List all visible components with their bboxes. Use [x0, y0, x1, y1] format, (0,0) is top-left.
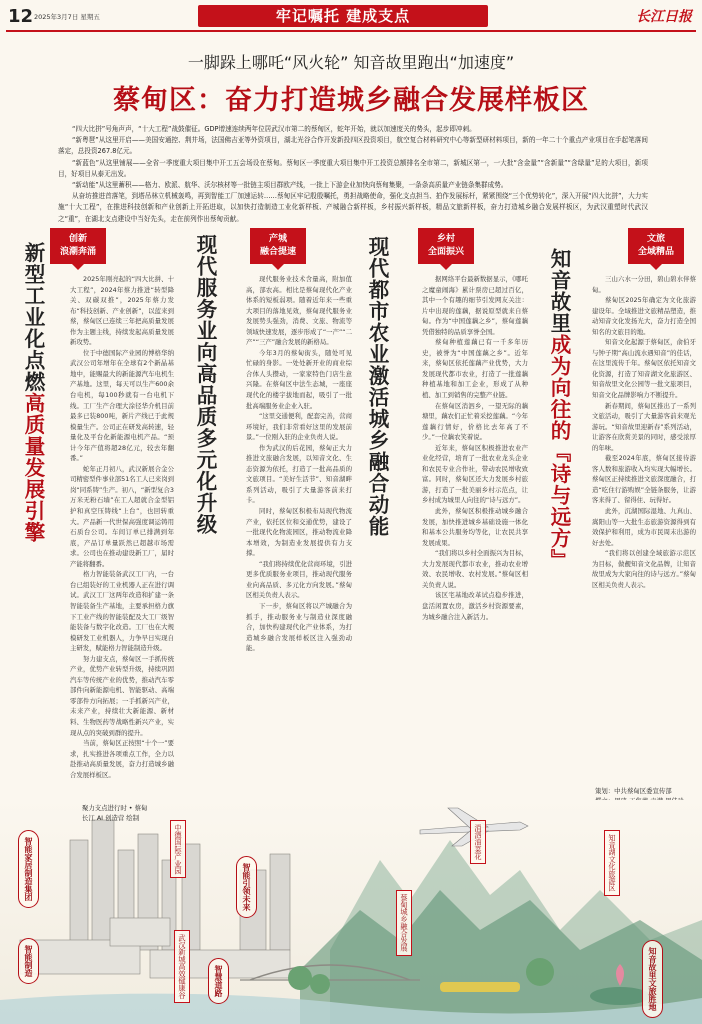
body-paragraph: 该区宅基地改革试点稳步推进，盘活闲置农房，激活乡村资源要素，为城乡融合注入新活力。 [422, 591, 528, 621]
credit-line: 策划：中共蔡甸区委宣传部 [595, 787, 672, 795]
column-title [18, 242, 48, 543]
main-headline: 蔡甸区：奋力打造城乡融合发展样板区 [113, 85, 589, 116]
body-paragraph: “这里交通便利，配套完善，营商环境好，我们非常看好这里的发展前景。”一位刚入驻的企业负责人说。 [246, 412, 352, 442]
page-number: 12 [8, 6, 34, 27]
tag-line: 融合提速 [259, 247, 296, 257]
caption-line: 长江 AI 创造营 绘制 [82, 813, 140, 822]
body-paragraph: 现代服务业技术含量高，附加值高，部农高。相比是蔡甸现代化产业体系的短板弱项。随着近年来一些重大项目的落地见效，蔡甸现代服务业发展势头强劲，消费、文旅、物流等领域快速发展，逐步形成了“一产”“二产”“三产”融合发展的新格局。 [246, 275, 352, 347]
header-rule [6, 30, 696, 32]
body-paragraph: 新春期间，蔡甸区推出了一系列文旅活动，吸引了大量游客前来观光游玩。“知音故里迎新春”系列活动，让游客在欣赏美景的同时，感受浓厚的年味。 [592, 401, 696, 452]
body-paragraph: 2025年刚亮起的“四大比拼、十大工程”，2024年蔡力推进“转型降关、双碳双推”，2025年蔡力发布“科技创新、产业创新”，以蓝来到蔡，蔡甸区已连续三年把高质量发展作为主题主线，持续发起高质量发展新攻势。 [70, 275, 174, 347]
body-paragraph: 努力建支点，蔡甸区一手抓传统产业，优势产业转型升级，持续巩固汽车等传统产业的优势，推动汽车零部件向新能源电机、智能驱动、高端零部件方向拓展；一手抓新兴产业，未来产业，持续壮大新能源、新材料、生物医药等战略性新兴产业，实现从点的突破到群的提升。 [70, 654, 174, 737]
body-paragraph: 在蔡甸区消泗乡，一望无际的藕塘里，藕农们正忙着采挖莲藕。“今年莲藕行情好，价格比去年高了不少。”一位藕农笑着说。 [422, 401, 528, 442]
body-paragraph: “我们将以乡村全面振兴为目标，大力发展现代都市农业，推动农业增效、农民增收、农村发展。”蔡甸区相关负责人说。 [422, 549, 528, 589]
column-title-part: 现代都市农业 [365, 236, 389, 365]
column-body [592, 274, 696, 774]
column-rural [362, 228, 528, 798]
illustration-caption [82, 804, 147, 823]
body-paragraph: 蔡甸区2025年确定为文化旅游建设年。全域推进文旅精品塑造，推动知音文化发扬光大，奋力打造全国知名的文旅目的地。 [592, 296, 696, 336]
column-title [544, 248, 574, 571]
section-tag [628, 228, 684, 264]
body-paragraph: 今年3月的蔡甸街头，随处可见忙碌的身影。一处处新开业的商业综合体人头攒动，一家家特色门店生意兴隆。在蔡甸区中法生态城，一座座现代化的楼宇拔地而起，吸引了一批批高端服务业企业入驻。 [246, 348, 352, 410]
illustration-panorama [0, 800, 702, 1024]
body-paragraph: 知音文化起源于蔡甸区，俞伯牙与钟子期“高山流水遇知音”的佳话，在这里流传千年。蔡甸区依托知音文化资源，打造了知音湖文化旅游区、知音故里文化公园等一批文旅项目，知音文化品牌影响力不断提升。 [592, 338, 696, 400]
lead-paragraphs [58, 124, 648, 225]
tag-line: 全面振兴 [427, 247, 464, 257]
seal-badge: 智能引领未来 [236, 856, 257, 918]
lead-paragraph: “新粤琶”从这里开启——美国安通控、荆井场，法国佛吉亚等外资项目，湖北光谷合作开发新投四区投资项目，航空复合材料研究中心等新型研材料项目，新的一年二十个重点产业项目在手起笔落间落定，总投资267.8亿元。 [58, 136, 648, 156]
column-title-part: 激活城乡融合动能 [365, 365, 389, 537]
body-paragraph: 作为武汉的后花园，蔡甸正大力推进文旅融合发展，以知音文化、生态资源为依托，打造了一批高品质的文旅项目。“美好生活节”、知音湖畔系列活动，吸引了大量游客前来打卡。 [246, 443, 352, 505]
seal-badge: 智慧道路 [208, 958, 229, 1004]
body-paragraph: “我们将以创建全域旅游示范区为目标，做靓知音文化品牌，让知音故里成为大家向往的诗与远方。”蔡甸区相关负责人表示。 [592, 549, 696, 589]
section-banner: 牢记嘱托 建成支点 [198, 5, 488, 27]
lead-paragraph: “新蓝色”从这里铺展——全省一季度重大项目集中开工五会场设在蔡甸。蔡甸区一季度重大项目集中开工投资总额排名全市第二，新城区第一，一大批“含金量”“含新量”“含绿量”足的大项目，新项目，好项目从泰无出发。 [58, 158, 648, 178]
body-paragraph: 三山六水一分田，碧山碧水伴蔡甸。 [592, 275, 696, 294]
lead-paragraph: 从奋坊推进首落笔，到塔吊林立机械轰鸣，再到智能工厂加速运转……蔡甸区牢记殷殷嘱托，勇担战略使命，强化支点担当、拍作发展标杆，紧紧围绕“三个优势转化”，深入开展“四大比拼”，大力实施“十大工程”，在推进科技创新和产业创新上开拓进取，以加快打造制造工业化新样板、产城融合新样板，乡村振兴新样板，精品文旅新样板，奋力打造城乡融合发展样板区，为武汉重塑时代武汉之“重”，在湖北支点建设中当好先头，走在前列作出蔡甸贡献。 [58, 192, 648, 223]
kicker-headline: 一脚跺上哪吒“风火轮” 知音故里跑出“加速度” [187, 53, 515, 72]
rapeseed-field-icon [440, 982, 520, 992]
page-header [0, 0, 702, 34]
body-paragraph: 蔡甸种植莲藕已有一千多年历史，被誉为“中国莲藕之乡”。近年来，蔡甸区依托莲藕产业优势，大力发展现代都市农业，打造了一批莲藕种植基地和加工企业，形成了从种植、加工到销售的完整产业链。 [422, 338, 528, 400]
tag-line: 文旅 [646, 234, 665, 244]
body-paragraph: 蛇年正月初八，武汉新展合金公司精密型件事业部51名工人已来岗到岗“同系铸”生产。初八，“新型复合3万米无粉石墙”在工人超就合金型铝护和真空压铸线“上台”，也回转重大。产品新一代世保高强度调运铸用石质台公司。车间订单已排满到年底，产品订单量跃然已超越市场需求。公司也在推动建设新工厂，届时产能将翻番。 [70, 464, 174, 568]
seal-badge: 知音故里文旅胜地 [642, 940, 663, 1018]
tag-line: 浪潮奔涌 [59, 247, 96, 257]
illustration-label: 武汉新城高效健康谷 [174, 930, 190, 1003]
column-body [246, 274, 352, 796]
column-innovation [18, 228, 174, 798]
column-title-part: 高质量发展引擎 [21, 392, 45, 543]
column-culture-tourism [544, 228, 696, 798]
body-paragraph: 格力智能装备武汉工厂内，一台台已组装好的工业机器人正在进行调试。武汉工厂这两年改造和扩建一条智能装备生产基地，主要承担格力旗下工业产线的智能装配及大工厂级智能装备与数字化改造。工厂也在大规模研发工业机器人，力争早日实现自主研发，赋能格力智能制造升级。 [70, 570, 174, 653]
body-paragraph: 位于中德国际产业园的博格华纳武汉公司年增年在全球有2个新晶基地中，能赐最大的新能源汽车电机生产基地。这里，每天可以生产600余台电机，每100秒就有一台电机下线。工厂生产合理大涂径华介机目前最多已装800吨，新片产线已于此规模量生产。公司正在研发高转速，轻量化及平台化新能源电机产品。“预计今年产值将超28亿元，较去年翻番。” [70, 348, 174, 463]
column-title [190, 234, 220, 535]
caption-line: 聚力支点进行时 • 蔡甸 [82, 804, 148, 812]
body-paragraph: 近年来，蔡甸区积极推进农业产业化经营，培育了一批农业龙头企业和农民专业合作社，带动农民增收致富。同时，蔡甸区还大力发展乡村旅游，打造了一批美丽乡村示范点，让乡村成为城里人向往的“诗与远方”。 [422, 443, 528, 505]
body-paragraph: 截至2024年底，蔡甸区接待游客人数和旅游收入均实现大幅增长。蔡甸区正持续推进文旅深度融合，打造“吃住行游购娱”全链条服务，让游客来得了、留得住、玩得好。 [592, 454, 696, 505]
section-tag [250, 228, 306, 264]
column-services [190, 228, 352, 798]
column-title-part: 新型工业化点燃 [21, 242, 45, 393]
seal-badge: 智能家居制造集团 [18, 830, 39, 908]
lead-paragraph: “四大比拼”号角声声，“十大工程”战鼓催征。GDP增速连续两年位居武汉市第二的蔡甸区，蛇年开始，就以加速度关的势头，起步即冲刺。 [72, 125, 476, 133]
tag-line: 创新 [68, 234, 87, 244]
issue-date: 2025年3月7日 星期五 [34, 13, 100, 21]
illustration-label: 知音湖文化旅游区 [604, 830, 620, 896]
tag-line: 全域精品 [637, 247, 674, 257]
column-title-part: 品质多元化升级 [193, 384, 217, 535]
newspaper-logo: 长江日报 [636, 9, 692, 25]
illustration-label: 中德国际产业园 [170, 820, 186, 878]
section-tag [418, 228, 474, 264]
body-paragraph: 当前，蔡甸区正按照“十个一”要求，扎实推进各项重点工作，全力以赴推动高质量发展，奋力打造城乡融合发展样板区。 [70, 739, 174, 779]
tag-line: 乡村 [436, 234, 455, 244]
column-title-part: 现代服务业向高 [193, 234, 217, 385]
body-paragraph: 据网络平台最新数据显示，《哪吒之魔童闹海》累计票房已超过百亿，其中一个有趣的细节引发网友关注：片中出现的莲藕，据说原型就来自蔡甸。作为“中国莲藕之乡”，蔡甸莲藕凭借独特的品质享誉全国。 [422, 275, 528, 336]
lead-paragraph: “新动能”从这里蓄积——格力、欧派、航华、沃尔核材等一批链主项目群欧产线，一批上下游企业加快向蔡甸集聚，一条条高质量产业链条集群成势。 [72, 181, 508, 190]
column-body [422, 274, 528, 796]
tag-line: 产城 [268, 234, 287, 244]
illustration-label: 蔡甸城乡融合发展 [396, 890, 412, 956]
body-paragraph: 此外，沉湖国际湿地、九真山、嵩阳山等一大批生态旅游资源得到有效保护和利用，成为市民周末出游的好去处。 [592, 507, 696, 547]
section-tag [50, 228, 106, 264]
body-paragraph: 此外，蔡甸区积极推动城乡融合发展，加快推进城乡基础设施一体化和基本公共服务均等化，让农民共享发展成果。 [422, 507, 528, 547]
column-title-part: 成为向往的『诗与远方』 [547, 334, 571, 571]
body-paragraph: 同时，蔡甸区积极布局现代物流产业，依托区位和交通优势，建设了一批现代化物流园区，推动物流业降本增效，为制造业发展提供有力支撑。 [246, 507, 352, 558]
column-title [362, 236, 392, 537]
illustration-label: 消泗油菜花 [470, 820, 486, 864]
body-paragraph: “我们将持续优化营商环境，引进更多优质服务业项目，推动现代服务业向高品质、多元化方向发展。”蔡甸区相关负责人表示。 [246, 559, 352, 600]
body-paragraph: 下一步，蔡甸区将以产城融合为抓手，推动服务业与制造业深度融合，加快构建现代化产业体系，为打造城乡融合发展样板区注入强劲动能。 [246, 601, 352, 653]
column-title-part: 知音故里 [547, 248, 571, 334]
seal-badge: 智能制造 [18, 938, 39, 984]
column-body [70, 274, 174, 796]
